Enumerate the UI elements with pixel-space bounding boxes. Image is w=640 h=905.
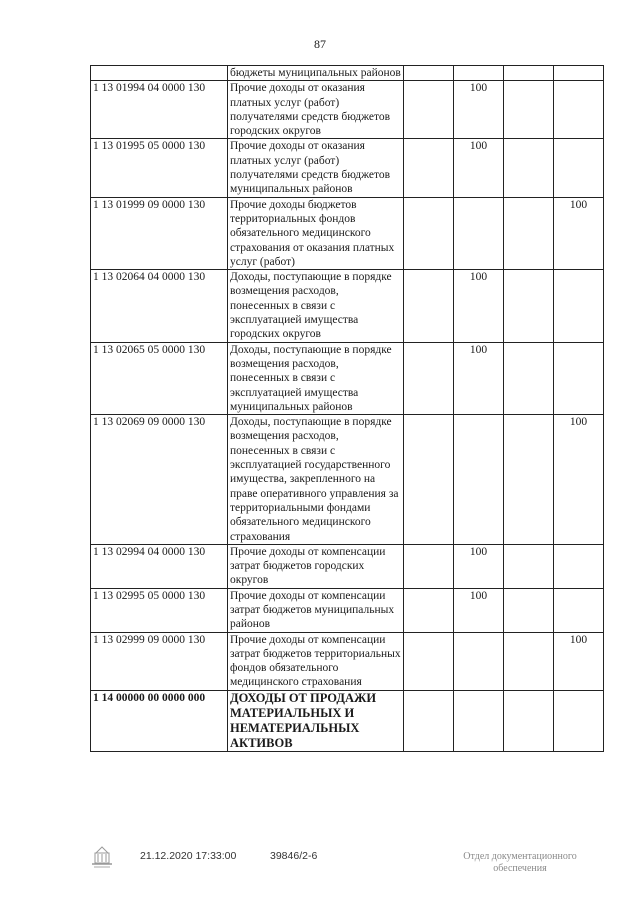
rate-cell-3 xyxy=(504,690,554,751)
rate-cell-1 xyxy=(404,588,454,632)
table-row xyxy=(91,690,604,751)
rate-cell-2 xyxy=(454,632,504,690)
revenue-code-cell: 1 13 02994 04 0000 130 xyxy=(91,544,228,588)
table-row xyxy=(91,544,604,588)
table-row xyxy=(91,588,604,632)
rate-cell-4 xyxy=(554,588,604,632)
rate-cell-2: 100 xyxy=(454,270,504,342)
stamp-line-1: Отдел документационного xyxy=(463,851,577,862)
rate-cell-2: 100 xyxy=(454,342,504,414)
rate-cell-4 xyxy=(554,270,604,342)
rate-cell-3 xyxy=(504,544,554,588)
table-row xyxy=(91,139,604,197)
rate-cell-1 xyxy=(404,690,454,751)
rate-cell-3 xyxy=(504,632,554,690)
revenue-code-cell xyxy=(91,66,228,81)
revenue-name-cell: ДОХОДЫ ОТ ПРОДАЖИ МАТЕРИАЛЬНЫХ И НЕМАТЕРИАЛЬНЫХ АКТИВОВ xyxy=(228,690,404,751)
rate-cell-1 xyxy=(404,197,454,269)
revenue-code-cell: 1 13 02069 09 0000 130 xyxy=(91,415,228,545)
rate-cell-2 xyxy=(454,197,504,269)
rate-cell-4: 100 xyxy=(554,415,604,545)
rate-cell-1 xyxy=(404,415,454,545)
rate-cell-1 xyxy=(404,270,454,342)
revenue-code-cell: 1 13 01995 05 0000 130 xyxy=(91,139,228,197)
page-number: 87 xyxy=(314,37,326,51)
table-row xyxy=(91,415,604,545)
footer-timestamp: 21.12.2020 17:33:00 xyxy=(140,850,237,862)
revenue-name-cell: Прочие доходы от компенсации затрат бюджетов городских округов xyxy=(228,544,404,588)
rate-cell-2 xyxy=(454,66,504,81)
rate-cell-2 xyxy=(454,415,504,545)
revenue-name-cell: Прочие доходы бюджетов территориальных фондов обязательного медицинского страхования от оказания платных услуг (работ) xyxy=(228,197,404,269)
rate-cell-3 xyxy=(504,588,554,632)
rate-cell-4: 100 xyxy=(554,632,604,690)
rate-cell-3 xyxy=(504,81,554,139)
table-row xyxy=(91,342,604,414)
revenue-name-cell: Доходы, поступающие в порядке возмещения расходов, понесенных в связи с эксплуатацией государственного имущества, закрепленного на праве оперативного управления за территориальными фондами обязательного медицинского страхования xyxy=(228,415,404,545)
revenue-code-cell: 1 13 02999 09 0000 130 xyxy=(91,632,228,690)
rate-cell-2: 100 xyxy=(454,588,504,632)
rate-cell-2: 100 xyxy=(454,544,504,588)
rate-cell-2: 100 xyxy=(454,139,504,197)
table-row xyxy=(91,66,604,81)
rate-cell-1 xyxy=(404,139,454,197)
revenue-name-cell: Прочие доходы от оказания платных услуг (работ) получателями средств бюджетов городских округов xyxy=(228,81,404,139)
department-stamp xyxy=(440,851,600,875)
rate-cell-4 xyxy=(554,66,604,81)
revenue-code-cell: 1 13 01999 09 0000 130 xyxy=(91,197,228,269)
rate-cell-4 xyxy=(554,544,604,588)
revenue-name-cell: Прочие доходы от оказания платных услуг (работ) получателями средств бюджетов муниципальных районов xyxy=(228,139,404,197)
rate-cell-3 xyxy=(504,270,554,342)
rate-cell-3 xyxy=(504,342,554,414)
revenue-code-cell: 1 13 02995 05 0000 130 xyxy=(91,588,228,632)
revenue-name-cell: Доходы, поступающие в порядке возмещения расходов, понесенных в связи с эксплуатацией имущества городских округов xyxy=(228,270,404,342)
rate-cell-3 xyxy=(504,197,554,269)
stamp-line-2: обеспечения xyxy=(493,863,547,874)
rate-cell-4 xyxy=(554,342,604,414)
rate-cell-2 xyxy=(454,690,504,751)
table-row xyxy=(91,632,604,690)
revenue-name-cell: бюджеты муниципальных районов xyxy=(228,66,404,81)
rate-cell-1 xyxy=(404,81,454,139)
table-row xyxy=(91,197,604,269)
revenue-name-cell: Прочие доходы от компенсации затрат бюджетов территориальных фондов обязательного медицинского страхования xyxy=(228,632,404,690)
table-row xyxy=(91,270,604,342)
rate-cell-3 xyxy=(504,139,554,197)
footer-doc-number: 39846/2-6 xyxy=(270,850,318,862)
rate-cell-4 xyxy=(554,139,604,197)
revenue-code-cell: 1 13 02064 04 0000 130 xyxy=(91,270,228,342)
rate-cell-2: 100 xyxy=(454,81,504,139)
rate-cell-4 xyxy=(554,81,604,139)
rate-cell-3 xyxy=(504,415,554,545)
rate-cell-1 xyxy=(404,632,454,690)
rate-cell-4: 100 xyxy=(554,197,604,269)
budget-revenue-table xyxy=(90,65,604,752)
revenue-name-cell: Прочие доходы от компенсации затрат бюджетов муниципальных районов xyxy=(228,588,404,632)
revenue-name-cell: Доходы, поступающие в порядке возмещения расходов, понесенных в связи с эксплуатацией имущества муниципальных районов xyxy=(228,342,404,414)
rate-cell-4 xyxy=(554,690,604,751)
revenue-code-cell: 1 13 02065 05 0000 130 xyxy=(91,342,228,414)
rate-cell-1 xyxy=(404,544,454,588)
emblem-icon xyxy=(88,845,116,871)
revenue-code-cell: 1 13 01994 04 0000 130 xyxy=(91,81,228,139)
revenue-code-cell: 1 14 00000 00 0000 000 xyxy=(91,690,228,751)
rate-cell-3 xyxy=(504,66,554,81)
table-row xyxy=(91,81,604,139)
rate-cell-1 xyxy=(404,66,454,81)
rate-cell-1 xyxy=(404,342,454,414)
